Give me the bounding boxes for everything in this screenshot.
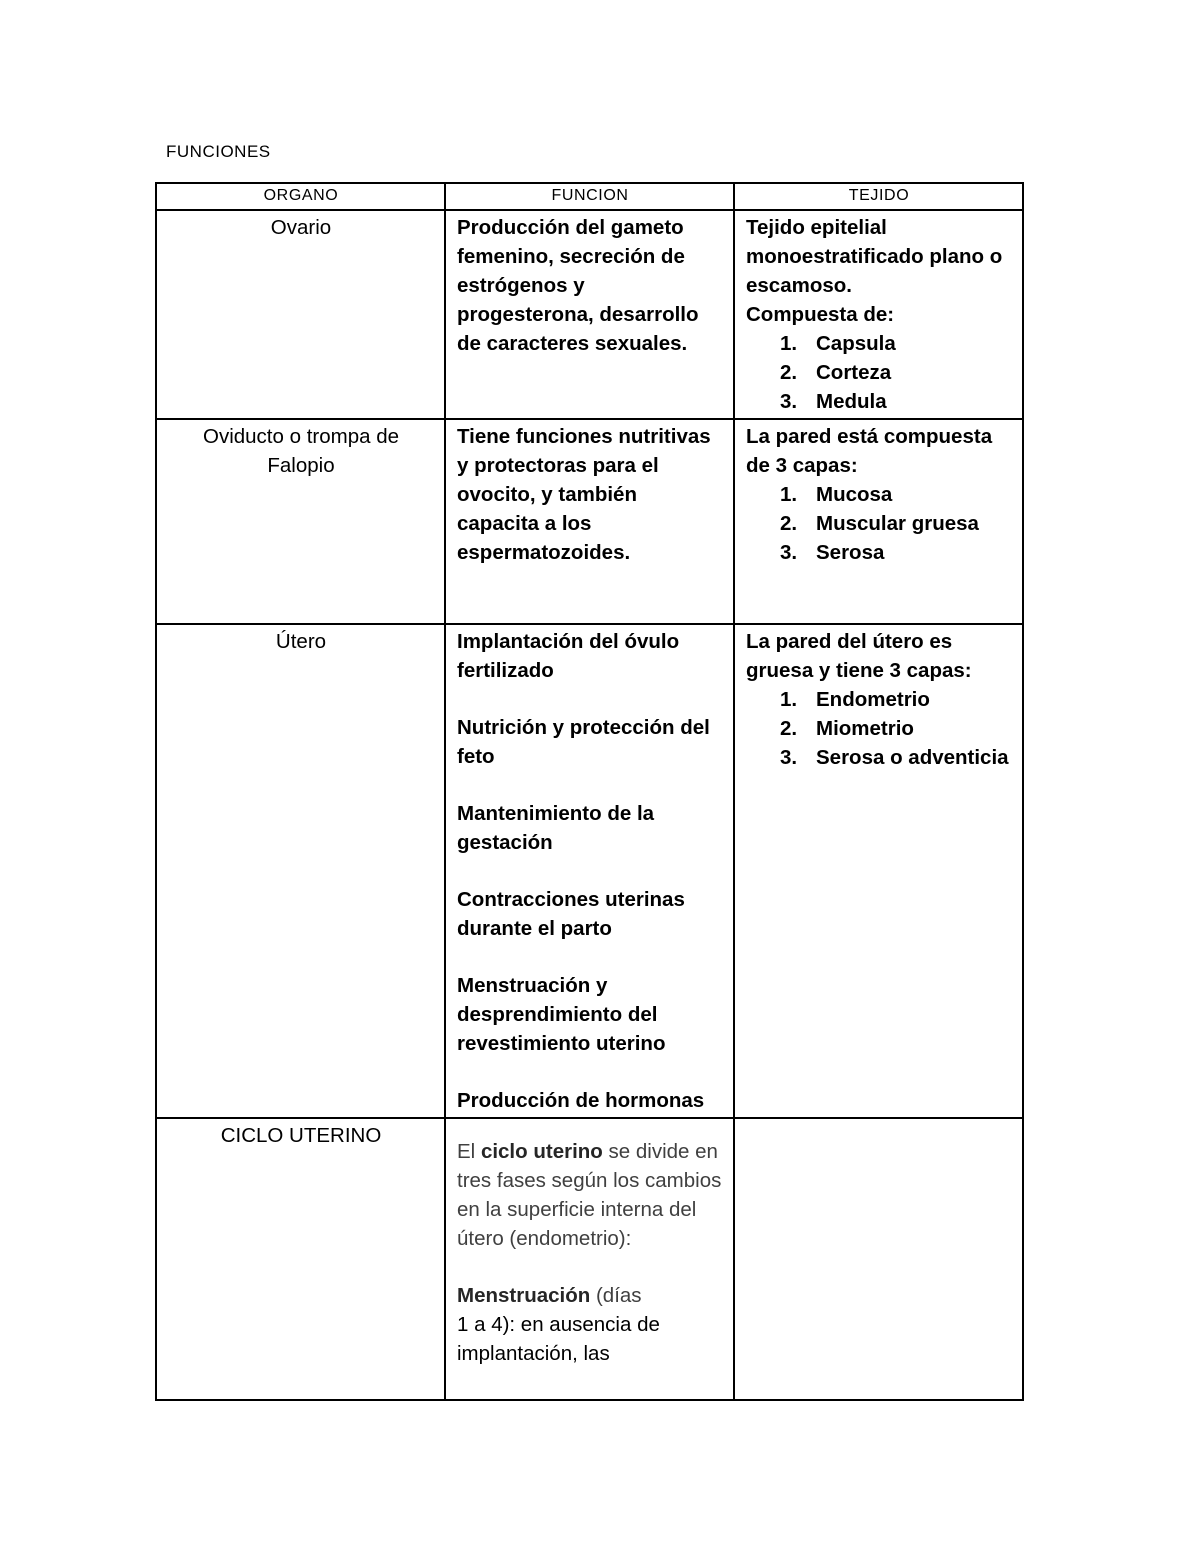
tissue-cell	[734, 1118, 1023, 1400]
function-cell	[445, 624, 734, 1118]
tissue-intro-compuesta: Compuesta de:	[746, 303, 895, 326]
organ-function-table	[155, 182, 1024, 1401]
function-text: Mantenimiento de la gestación	[457, 802, 655, 854]
list-item: 2. Corteza	[780, 361, 892, 384]
table-row	[156, 210, 1023, 419]
function-text: Tiene funciones nutritivas y protectoras para el ovocito, y también capacita a los espermatozoides.	[457, 425, 711, 564]
document-title: FUNCIONES	[166, 142, 271, 161]
table-row	[156, 1118, 1023, 1400]
tissue-cell	[734, 210, 1023, 419]
header-tejido: TEJIDO	[734, 183, 1023, 210]
function-text: Menstruación y desprendimiento del revestimiento uterino	[457, 974, 666, 1055]
organ-cell	[156, 210, 445, 419]
table-row	[156, 624, 1023, 1118]
list-item: 1. Capsula	[780, 332, 896, 355]
menstruation-text: Menstruación (días 1 a 4): en ausencia de implantación, las	[457, 1284, 660, 1365]
table-header-row	[156, 183, 1023, 210]
table-row	[156, 419, 1023, 624]
function-cell	[445, 419, 734, 624]
function-text: Contracciones uterinas durante el parto	[457, 888, 685, 940]
header-organo: ORGANO	[156, 183, 445, 210]
function-text: Producción de hormonas	[457, 1089, 705, 1112]
list-item: 2. Miometrio	[780, 717, 914, 740]
layer-list	[746, 685, 1012, 772]
tissue-intro: La pared está compuesta de 3 capas:	[746, 425, 993, 477]
organ-name: CICLO UTERINO	[220, 1124, 382, 1147]
function-text: Implantación del óvulo fertilizado	[457, 630, 680, 682]
function-cell	[445, 210, 734, 419]
function-text: Producción del gameto femenino, secreción de estrógenos y progesterona, desarrollo de caracteres sexuales.	[457, 216, 699, 355]
function-cell	[445, 1118, 734, 1400]
list-item: 1. Mucosa	[780, 483, 893, 506]
list-item: 3. Serosa o adventicia	[780, 746, 1009, 769]
organ-name: Ovario	[270, 216, 332, 239]
organ-name: Útero	[275, 630, 327, 653]
list-item: 3. Serosa	[780, 541, 885, 564]
tissue-intro: Tejido epitelial monoestratificado plano o escamoso.	[746, 216, 1003, 297]
organ-cell	[156, 1118, 445, 1400]
organ-cell	[156, 419, 445, 624]
header-funcion: FUNCION	[445, 183, 734, 210]
list-item: 1. Endometrio	[780, 688, 930, 711]
tissue-cell	[734, 624, 1023, 1118]
layer-list	[746, 480, 1012, 567]
layer-list	[746, 329, 1012, 416]
list-item: 2. Muscular gruesa	[780, 512, 979, 535]
list-item: 3. Medula	[780, 390, 887, 413]
function-text: Nutrición y protección del feto	[457, 716, 710, 768]
organ-name: Oviducto o trompa de Falopio	[203, 425, 399, 477]
cycle-intro-text: El ciclo uterino se divide en tres fases según los cambios en la superficie interna del útero (endometrio):	[457, 1140, 722, 1250]
tissue-cell	[734, 419, 1023, 624]
organ-cell	[156, 624, 445, 1118]
tissue-intro: La pared del útero es gruesa y tiene 3 capas:	[746, 630, 972, 682]
